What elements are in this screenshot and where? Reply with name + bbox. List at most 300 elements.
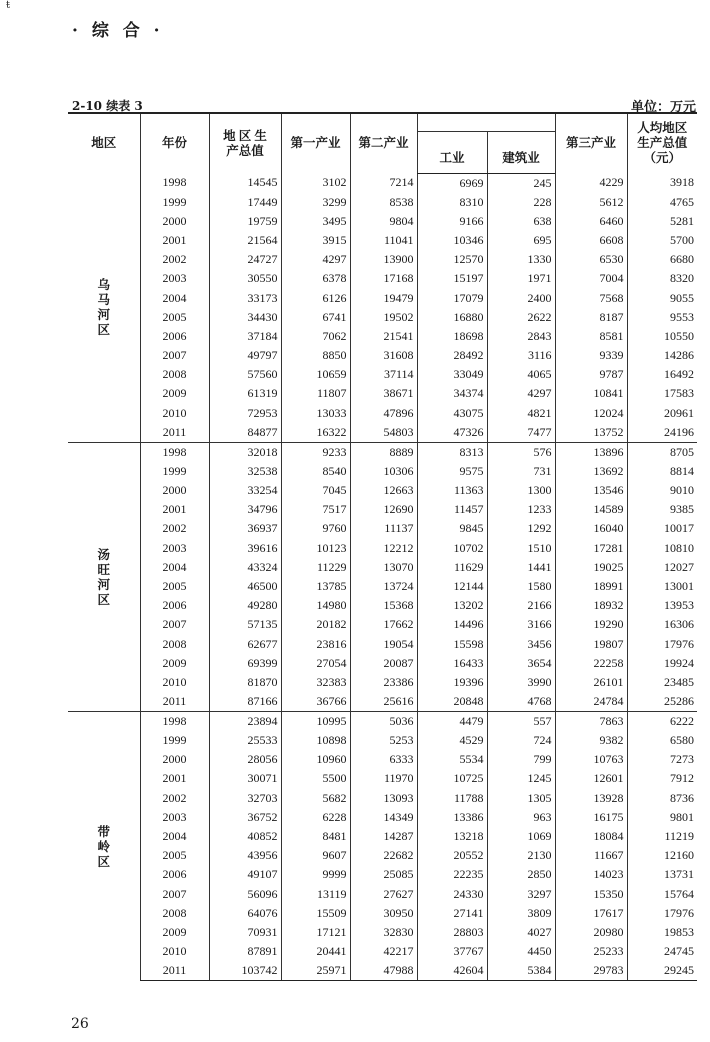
cell-year: 2009 bbox=[140, 654, 209, 673]
cell-secondary: 5036 bbox=[350, 712, 417, 732]
cell-year: 2008 bbox=[140, 634, 209, 653]
cell-primary: 5682 bbox=[281, 789, 350, 808]
cell-gdp: 17449 bbox=[209, 193, 281, 212]
cell-construction: 963 bbox=[487, 808, 555, 827]
table-row bbox=[68, 673, 697, 692]
cell-primary: 7062 bbox=[281, 327, 350, 346]
table-row bbox=[68, 346, 697, 365]
cell-per-capita: 4765 bbox=[627, 193, 697, 212]
cell-primary: 25971 bbox=[281, 961, 350, 981]
cell-tertiary: 13752 bbox=[555, 423, 627, 443]
cell-per-capita: 16306 bbox=[627, 615, 697, 634]
cell-primary: 9233 bbox=[281, 442, 350, 462]
cell-primary: 32383 bbox=[281, 673, 350, 692]
cell-construction: 3166 bbox=[487, 615, 555, 634]
table-row bbox=[68, 269, 697, 288]
table-row bbox=[68, 462, 697, 481]
cell-year: 2007 bbox=[140, 346, 209, 365]
cell-construction: 2166 bbox=[487, 596, 555, 615]
cell-construction: 1069 bbox=[487, 827, 555, 846]
table-row bbox=[68, 808, 697, 827]
cell-gdp: 30550 bbox=[209, 269, 281, 288]
cell-industry: 33049 bbox=[417, 365, 487, 384]
cell-tertiary: 14589 bbox=[555, 500, 627, 519]
cell-secondary: 7214 bbox=[350, 173, 417, 193]
cell-per-capita: 6222 bbox=[627, 712, 697, 732]
cell-construction: 3809 bbox=[487, 904, 555, 923]
cell-construction: 557 bbox=[487, 712, 555, 732]
cell-secondary: 21541 bbox=[350, 327, 417, 346]
cell-tertiary: 7863 bbox=[555, 712, 627, 732]
cell-gdp: 28056 bbox=[209, 750, 281, 769]
cell-year: 2004 bbox=[140, 558, 209, 577]
cell-secondary: 12690 bbox=[350, 500, 417, 519]
header-per-capita-label: 人均地区 生产总值 （元） bbox=[637, 121, 688, 165]
cell-tertiary: 11667 bbox=[555, 846, 627, 865]
cell-secondary: 13093 bbox=[350, 789, 417, 808]
cell-gdp: 61319 bbox=[209, 384, 281, 403]
table-row bbox=[68, 923, 697, 942]
table-row bbox=[68, 596, 697, 615]
cell-per-capita: 7273 bbox=[627, 750, 697, 769]
cell-per-capita: 13731 bbox=[627, 865, 697, 884]
cell-construction: 5384 bbox=[487, 961, 555, 981]
cell-industry: 18698 bbox=[417, 327, 487, 346]
table-row bbox=[68, 193, 697, 212]
cell-per-capita: 10810 bbox=[627, 539, 697, 558]
table-row bbox=[68, 885, 697, 904]
cell-construction: 2400 bbox=[487, 288, 555, 307]
cell-construction: 4297 bbox=[487, 384, 555, 403]
cell-construction: 4065 bbox=[487, 365, 555, 384]
cell-construction: 731 bbox=[487, 462, 555, 481]
region-name: 带岭区 bbox=[97, 823, 110, 869]
cell-gdp: 24727 bbox=[209, 250, 281, 269]
cell-industry: 11457 bbox=[417, 500, 487, 519]
cell-primary: 13033 bbox=[281, 404, 350, 423]
cell-gdp: 87166 bbox=[209, 692, 281, 712]
header-construction: 建筑业 bbox=[487, 131, 555, 173]
header-per-capita bbox=[627, 113, 697, 173]
header-region: 地区 bbox=[68, 113, 140, 173]
table-row bbox=[68, 365, 697, 384]
table-row bbox=[68, 231, 697, 250]
cell-construction: 3456 bbox=[487, 634, 555, 653]
cell-tertiary: 6460 bbox=[555, 212, 627, 231]
region-name: 汤旺河区 bbox=[97, 546, 110, 607]
cell-secondary: 37114 bbox=[350, 365, 417, 384]
cell-construction: 724 bbox=[487, 731, 555, 750]
cell-secondary: 22682 bbox=[350, 846, 417, 865]
table-row bbox=[68, 731, 697, 750]
cell-year: 2011 bbox=[140, 692, 209, 712]
cell-primary: 20441 bbox=[281, 942, 350, 961]
table-row bbox=[68, 250, 697, 269]
cell-construction: 3297 bbox=[487, 885, 555, 904]
cell-year: 2004 bbox=[140, 288, 209, 307]
cell-year: 2011 bbox=[140, 961, 209, 981]
cell-primary: 6228 bbox=[281, 808, 350, 827]
cell-secondary: 13070 bbox=[350, 558, 417, 577]
cell-secondary: 13724 bbox=[350, 577, 417, 596]
cell-industry: 6969 bbox=[417, 173, 487, 193]
cell-primary: 36766 bbox=[281, 692, 350, 712]
cell-primary: 9999 bbox=[281, 865, 350, 884]
cell-tertiary: 13928 bbox=[555, 789, 627, 808]
cell-secondary: 31608 bbox=[350, 346, 417, 365]
cell-construction: 576 bbox=[487, 442, 555, 462]
cell-per-capita: 6680 bbox=[627, 250, 697, 269]
table-row bbox=[68, 288, 697, 307]
cell-primary: 10960 bbox=[281, 750, 350, 769]
cell-tertiary: 18084 bbox=[555, 827, 627, 846]
cell-secondary: 25616 bbox=[350, 692, 417, 712]
cell-secondary: 42217 bbox=[350, 942, 417, 961]
cell-construction: 245 bbox=[487, 173, 555, 193]
cell-construction: 2850 bbox=[487, 865, 555, 884]
cell-year: 2006 bbox=[140, 327, 209, 346]
cell-construction: 1245 bbox=[487, 769, 555, 788]
cell-tertiary: 7004 bbox=[555, 269, 627, 288]
table-row bbox=[68, 404, 697, 423]
cell-tertiary: 8187 bbox=[555, 308, 627, 327]
cell-per-capita: 9553 bbox=[627, 308, 697, 327]
cell-gdp: 33173 bbox=[209, 288, 281, 307]
cell-per-capita: 10550 bbox=[627, 327, 697, 346]
cell-primary: 10898 bbox=[281, 731, 350, 750]
cell-construction: 1300 bbox=[487, 481, 555, 500]
cell-gdp: 81870 bbox=[209, 673, 281, 692]
table-row bbox=[68, 577, 697, 596]
corner-tick-mark: ŧ bbox=[6, 0, 11, 11]
cell-per-capita: 15764 bbox=[627, 885, 697, 904]
cell-secondary: 54803 bbox=[350, 423, 417, 443]
cell-industry: 16433 bbox=[417, 654, 487, 673]
cell-primary: 3495 bbox=[281, 212, 350, 231]
cell-year: 1999 bbox=[140, 193, 209, 212]
header-primary: 第一产业 bbox=[281, 113, 350, 173]
statistics-table bbox=[68, 112, 697, 981]
cell-year: 2007 bbox=[140, 615, 209, 634]
cell-per-capita: 24196 bbox=[627, 423, 697, 443]
cell-industry: 43075 bbox=[417, 404, 487, 423]
cell-year: 1999 bbox=[140, 731, 209, 750]
cell-gdp: 19759 bbox=[209, 212, 281, 231]
running-head: · 综 合 · bbox=[72, 21, 164, 41]
cell-year: 1998 bbox=[140, 712, 209, 732]
cell-gdp: 40852 bbox=[209, 827, 281, 846]
cell-per-capita: 20961 bbox=[627, 404, 697, 423]
table-row bbox=[68, 173, 697, 193]
cell-primary: 6741 bbox=[281, 308, 350, 327]
cell-industry: 24330 bbox=[417, 885, 487, 904]
cell-per-capita: 9801 bbox=[627, 808, 697, 827]
table-row bbox=[68, 692, 697, 712]
cell-tertiary: 24784 bbox=[555, 692, 627, 712]
cell-gdp: 36752 bbox=[209, 808, 281, 827]
cell-primary: 11807 bbox=[281, 384, 350, 403]
cell-gdp: 32018 bbox=[209, 442, 281, 462]
cell-construction: 4450 bbox=[487, 942, 555, 961]
cell-primary: 11229 bbox=[281, 558, 350, 577]
cell-per-capita: 7912 bbox=[627, 769, 697, 788]
cell-construction: 3116 bbox=[487, 346, 555, 365]
cell-industry: 12570 bbox=[417, 250, 487, 269]
cell-tertiary: 6530 bbox=[555, 250, 627, 269]
cell-industry: 10702 bbox=[417, 539, 487, 558]
cell-year: 2008 bbox=[140, 904, 209, 923]
cell-construction: 4027 bbox=[487, 923, 555, 942]
cell-industry: 5534 bbox=[417, 750, 487, 769]
table-row bbox=[68, 827, 697, 846]
cell-primary: 27054 bbox=[281, 654, 350, 673]
cell-year: 2005 bbox=[140, 846, 209, 865]
cell-industry: 13202 bbox=[417, 596, 487, 615]
cell-primary: 20182 bbox=[281, 615, 350, 634]
cell-construction: 1330 bbox=[487, 250, 555, 269]
cell-tertiary: 9787 bbox=[555, 365, 627, 384]
cell-gdp: 30071 bbox=[209, 769, 281, 788]
cell-secondary: 8538 bbox=[350, 193, 417, 212]
cell-secondary: 10306 bbox=[350, 462, 417, 481]
cell-per-capita: 13953 bbox=[627, 596, 697, 615]
cell-secondary: 5253 bbox=[350, 731, 417, 750]
cell-tertiary: 20980 bbox=[555, 923, 627, 942]
cell-secondary: 14287 bbox=[350, 827, 417, 846]
cell-industry: 34374 bbox=[417, 384, 487, 403]
cell-primary: 10995 bbox=[281, 712, 350, 732]
cell-year: 1998 bbox=[140, 442, 209, 462]
cell-primary: 5500 bbox=[281, 769, 350, 788]
cell-tertiary: 22258 bbox=[555, 654, 627, 673]
cell-industry: 17079 bbox=[417, 288, 487, 307]
cell-gdp: 56096 bbox=[209, 885, 281, 904]
cell-secondary: 19479 bbox=[350, 288, 417, 307]
cell-secondary: 14349 bbox=[350, 808, 417, 827]
cell-construction: 228 bbox=[487, 193, 555, 212]
cell-year: 2000 bbox=[140, 481, 209, 500]
cell-secondary: 27627 bbox=[350, 885, 417, 904]
cell-tertiary: 14023 bbox=[555, 865, 627, 884]
cell-gdp: 37184 bbox=[209, 327, 281, 346]
cell-tertiary: 12024 bbox=[555, 404, 627, 423]
cell-year: 2010 bbox=[140, 942, 209, 961]
cell-year: 2003 bbox=[140, 539, 209, 558]
cell-construction: 4768 bbox=[487, 692, 555, 712]
cell-year: 2009 bbox=[140, 923, 209, 942]
cell-per-capita: 16492 bbox=[627, 365, 697, 384]
cell-per-capita: 8814 bbox=[627, 462, 697, 481]
header-tertiary: 第三产业 bbox=[555, 113, 627, 173]
cell-secondary: 13900 bbox=[350, 250, 417, 269]
cell-primary: 3915 bbox=[281, 231, 350, 250]
cell-primary: 3299 bbox=[281, 193, 350, 212]
cell-tertiary: 25233 bbox=[555, 942, 627, 961]
cell-industry: 13218 bbox=[417, 827, 487, 846]
cell-tertiary: 13546 bbox=[555, 481, 627, 500]
cell-construction: 799 bbox=[487, 750, 555, 769]
cell-construction: 1441 bbox=[487, 558, 555, 577]
cell-industry: 20848 bbox=[417, 692, 487, 712]
table-row bbox=[68, 789, 697, 808]
cell-per-capita: 29245 bbox=[627, 961, 697, 981]
cell-gdp: 32538 bbox=[209, 462, 281, 481]
cell-year: 2006 bbox=[140, 596, 209, 615]
cell-primary: 10123 bbox=[281, 539, 350, 558]
cell-construction: 2130 bbox=[487, 846, 555, 865]
cell-secondary: 38671 bbox=[350, 384, 417, 403]
cell-gdp: 36937 bbox=[209, 519, 281, 538]
table-row bbox=[68, 712, 697, 732]
cell-per-capita: 8705 bbox=[627, 442, 697, 462]
cell-year: 2007 bbox=[140, 885, 209, 904]
table-row bbox=[68, 481, 697, 500]
cell-industry: 14496 bbox=[417, 615, 487, 634]
cell-per-capita: 19924 bbox=[627, 654, 697, 673]
cell-gdp: 103742 bbox=[209, 961, 281, 981]
cell-construction: 1233 bbox=[487, 500, 555, 519]
cell-primary: 8540 bbox=[281, 462, 350, 481]
cell-per-capita: 13001 bbox=[627, 577, 697, 596]
cell-primary: 23816 bbox=[281, 634, 350, 653]
cell-industry: 10346 bbox=[417, 231, 487, 250]
cell-secondary: 32830 bbox=[350, 923, 417, 942]
cell-construction: 1580 bbox=[487, 577, 555, 596]
table-row bbox=[68, 750, 697, 769]
cell-gdp: 34796 bbox=[209, 500, 281, 519]
cell-primary: 14980 bbox=[281, 596, 350, 615]
cell-industry: 11788 bbox=[417, 789, 487, 808]
cell-tertiary: 10841 bbox=[555, 384, 627, 403]
cell-construction: 1510 bbox=[487, 539, 555, 558]
table-row bbox=[68, 961, 697, 981]
cell-gdp: 43324 bbox=[209, 558, 281, 577]
cell-tertiary: 9339 bbox=[555, 346, 627, 365]
cell-industry: 15197 bbox=[417, 269, 487, 288]
cell-per-capita: 17976 bbox=[627, 634, 697, 653]
cell-primary: 13119 bbox=[281, 885, 350, 904]
region-block-dailing bbox=[68, 712, 697, 981]
table-row bbox=[68, 327, 697, 346]
cell-construction: 1971 bbox=[487, 269, 555, 288]
cell-year: 2010 bbox=[140, 404, 209, 423]
cell-year: 2001 bbox=[140, 231, 209, 250]
cell-year: 2002 bbox=[140, 519, 209, 538]
cell-gdp: 43956 bbox=[209, 846, 281, 865]
cell-industry: 9845 bbox=[417, 519, 487, 538]
cell-tertiary: 7568 bbox=[555, 288, 627, 307]
cell-per-capita: 14286 bbox=[627, 346, 697, 365]
cell-per-capita: 10017 bbox=[627, 519, 697, 538]
cell-tertiary: 17617 bbox=[555, 904, 627, 923]
cell-industry: 12144 bbox=[417, 577, 487, 596]
cell-construction: 695 bbox=[487, 231, 555, 250]
cell-secondary: 11041 bbox=[350, 231, 417, 250]
table-header bbox=[68, 113, 697, 173]
cell-per-capita: 19853 bbox=[627, 923, 697, 942]
cell-construction: 4821 bbox=[487, 404, 555, 423]
cell-year: 2000 bbox=[140, 750, 209, 769]
cell-secondary: 23386 bbox=[350, 673, 417, 692]
cell-per-capita: 23485 bbox=[627, 673, 697, 692]
cell-secondary: 8889 bbox=[350, 442, 417, 462]
cell-tertiary: 12601 bbox=[555, 769, 627, 788]
header-secondary: 第二产业 bbox=[350, 113, 417, 173]
cell-year: 2003 bbox=[140, 269, 209, 288]
cell-industry: 13386 bbox=[417, 808, 487, 827]
header-year: 年份 bbox=[140, 113, 209, 173]
cell-industry: 4529 bbox=[417, 731, 487, 750]
table-row bbox=[68, 769, 697, 788]
cell-industry: 22235 bbox=[417, 865, 487, 884]
header-industry: 工业 bbox=[417, 131, 487, 173]
cell-tertiary: 17281 bbox=[555, 539, 627, 558]
cell-gdp: 46500 bbox=[209, 577, 281, 596]
cell-gdp: 70931 bbox=[209, 923, 281, 942]
cell-per-capita: 3918 bbox=[627, 173, 697, 193]
cell-industry: 19396 bbox=[417, 673, 487, 692]
cell-industry: 8313 bbox=[417, 442, 487, 462]
table-row bbox=[68, 519, 697, 538]
region-name-cell bbox=[68, 712, 140, 981]
cell-primary: 9607 bbox=[281, 846, 350, 865]
cell-secondary: 15368 bbox=[350, 596, 417, 615]
cell-secondary: 6333 bbox=[350, 750, 417, 769]
cell-year: 2000 bbox=[140, 212, 209, 231]
table-row bbox=[68, 634, 697, 653]
cell-tertiary: 18932 bbox=[555, 596, 627, 615]
cell-gdp: 49107 bbox=[209, 865, 281, 884]
cell-secondary: 12212 bbox=[350, 539, 417, 558]
cell-primary: 7517 bbox=[281, 500, 350, 519]
cell-industry: 27141 bbox=[417, 904, 487, 923]
cell-per-capita: 5700 bbox=[627, 231, 697, 250]
cell-year: 1999 bbox=[140, 462, 209, 481]
region-block-tangwanghe bbox=[68, 442, 697, 711]
cell-per-capita: 9385 bbox=[627, 500, 697, 519]
cell-gdp: 64076 bbox=[209, 904, 281, 923]
cell-gdp: 87891 bbox=[209, 942, 281, 961]
cell-year: 2003 bbox=[140, 808, 209, 827]
cell-tertiary: 19290 bbox=[555, 615, 627, 634]
header-gdp-label: 地 区 生产总值 bbox=[223, 128, 267, 158]
cell-gdp: 39616 bbox=[209, 539, 281, 558]
cell-year: 2002 bbox=[140, 250, 209, 269]
cell-industry: 28492 bbox=[417, 346, 487, 365]
cell-year: 2010 bbox=[140, 673, 209, 692]
cell-primary: 13785 bbox=[281, 577, 350, 596]
cell-secondary: 47896 bbox=[350, 404, 417, 423]
cell-secondary: 9804 bbox=[350, 212, 417, 231]
cell-year: 2011 bbox=[140, 423, 209, 443]
cell-industry: 9166 bbox=[417, 212, 487, 231]
cell-primary: 10659 bbox=[281, 365, 350, 384]
cell-gdp: 57560 bbox=[209, 365, 281, 384]
table-row bbox=[68, 212, 697, 231]
cell-primary: 3102 bbox=[281, 173, 350, 193]
table-row bbox=[68, 442, 697, 462]
cell-per-capita: 11219 bbox=[627, 827, 697, 846]
cell-industry: 10725 bbox=[417, 769, 487, 788]
cell-industry: 9575 bbox=[417, 462, 487, 481]
cell-secondary: 47988 bbox=[350, 961, 417, 981]
cell-per-capita: 6580 bbox=[627, 731, 697, 750]
cell-tertiary: 13896 bbox=[555, 442, 627, 462]
cell-tertiary: 8581 bbox=[555, 327, 627, 346]
cell-primary: 8481 bbox=[281, 827, 350, 846]
cell-tertiary: 16175 bbox=[555, 808, 627, 827]
cell-industry: 42604 bbox=[417, 961, 487, 981]
